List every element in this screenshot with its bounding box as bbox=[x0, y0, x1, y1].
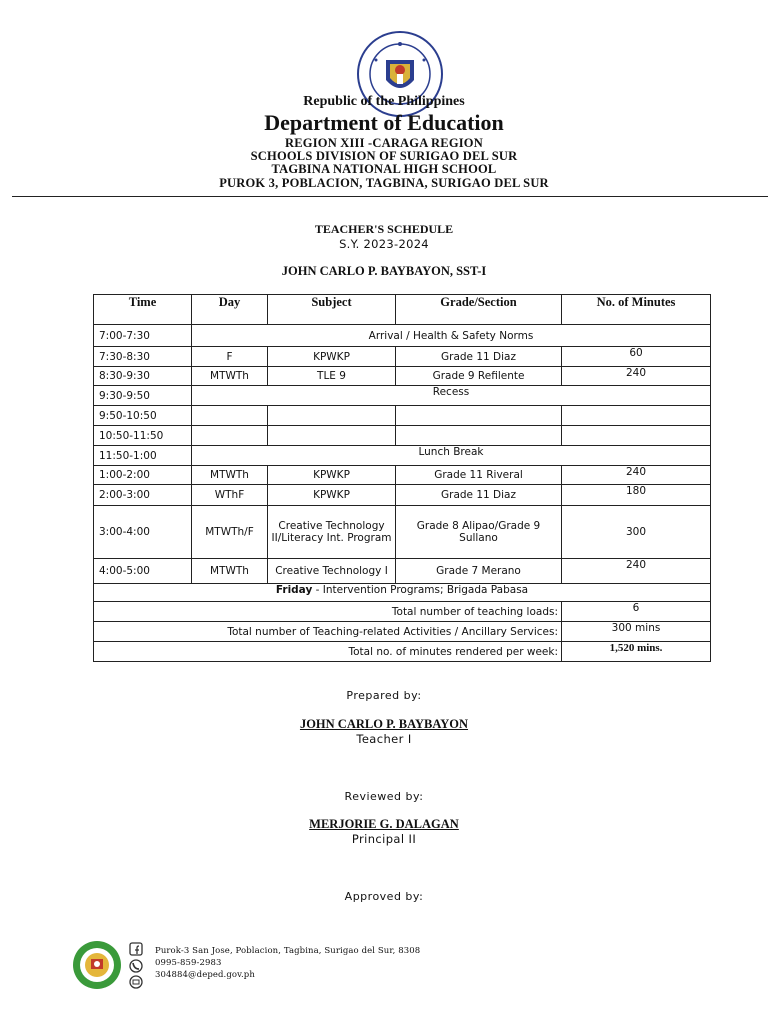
republic-heading: Republic of the Philippines bbox=[303, 94, 465, 109]
table-header-row bbox=[94, 295, 711, 325]
cell-minutes: 240 bbox=[562, 466, 711, 485]
total-loads-label: Total number of teaching loads: bbox=[94, 602, 562, 622]
cell-subject: KPWKP bbox=[268, 466, 396, 485]
prepared-by-label: Prepared by: bbox=[346, 689, 422, 702]
ancillary-row bbox=[94, 622, 711, 642]
header-day: Day bbox=[192, 295, 268, 325]
cell-minutes: 240 bbox=[562, 367, 711, 386]
friday-label: Friday bbox=[275, 584, 313, 596]
cell-time: 3:00-4:00 bbox=[94, 506, 192, 559]
friday-programs: - Intervention Programs; Brigada Pabasa bbox=[312, 584, 529, 596]
region-line: REGION XIII -CARAGA REGION bbox=[285, 136, 483, 150]
division-line: SCHOOLS DIVISION OF SURIGAO DEL SUR bbox=[250, 149, 518, 163]
cell-grade bbox=[396, 406, 562, 426]
cell-time: 9:30-9:50 bbox=[94, 386, 192, 406]
table-row bbox=[94, 559, 711, 584]
teacher-name: JOHN CARLO P. BAYBAYON, SST-I bbox=[281, 264, 487, 278]
cell-minutes: 60 bbox=[562, 347, 711, 367]
friday-note bbox=[94, 584, 711, 602]
table-row bbox=[94, 446, 711, 466]
ancillary-value: 300 mins bbox=[562, 622, 711, 642]
table-row bbox=[94, 485, 711, 506]
cell-subject bbox=[268, 406, 396, 426]
schedule-title: TEACHER'S SCHEDULE bbox=[314, 222, 454, 236]
cell-grade: Grade 8 Alipao/Grade 9 Sullano bbox=[396, 506, 562, 559]
email-icon bbox=[130, 976, 142, 988]
prepared-by-name: JOHN CARLO P. BAYBAYON bbox=[299, 717, 469, 731]
cell-time: 7:30-8:30 bbox=[94, 347, 192, 367]
total-minutes-row bbox=[94, 642, 711, 662]
cell-subject: KPWKP bbox=[268, 485, 396, 506]
header-grade-section: Grade/Section bbox=[396, 295, 562, 325]
footer-phone: 0995-859-2983 bbox=[155, 958, 222, 968]
table-row bbox=[94, 386, 711, 406]
cell-subject: TLE 9 bbox=[268, 367, 396, 386]
reviewed-by-label: Reviewed by: bbox=[344, 790, 424, 803]
address-line: PUROK 3, POBLACION, TAGBINA, SURIGAO DEL SUR bbox=[219, 176, 549, 190]
table-row bbox=[94, 426, 711, 446]
cell-time: 9:50-10:50 bbox=[94, 406, 192, 426]
cell-grade: Grade 11 Diaz bbox=[396, 485, 562, 506]
school-logo bbox=[72, 940, 122, 990]
cell-day: MTWTh bbox=[192, 559, 268, 584]
table-row bbox=[94, 466, 711, 485]
ancillary-label: Total number of Teaching-related Activities / Ancillary Services: bbox=[94, 622, 562, 642]
cell-day: WThF bbox=[192, 485, 268, 506]
cell-time: 1:00-2:00 bbox=[94, 466, 192, 485]
cell-day: F bbox=[192, 347, 268, 367]
cell-activity: Recess bbox=[192, 386, 711, 406]
header-time: Time bbox=[94, 295, 192, 325]
cell-day: MTWTh bbox=[192, 466, 268, 485]
total-loads-row bbox=[94, 602, 711, 622]
reviewed-by-name: MERJORIE G. DALAGAN bbox=[309, 817, 459, 831]
cell-minutes bbox=[562, 426, 711, 446]
cell-grade: Grade 11 Riveral bbox=[396, 466, 562, 485]
cell-time: 4:00-5:00 bbox=[94, 559, 192, 584]
facebook-icon bbox=[130, 943, 142, 955]
total-minutes-value: 1,520 mins. bbox=[562, 642, 711, 662]
cell-minutes: 180 bbox=[562, 485, 711, 506]
cell-day bbox=[192, 426, 268, 446]
phone-icon bbox=[130, 960, 142, 972]
cell-activity: Lunch Break bbox=[192, 446, 711, 466]
schedule-table bbox=[93, 294, 711, 662]
cell-time: 8:30-9:30 bbox=[94, 367, 192, 386]
total-minutes-label: Total no. of minutes rendered per week: bbox=[94, 642, 562, 662]
footer-address: Purok-3 San Jose, Poblacion, Tagbina, Surigao del Sur, 8308 bbox=[155, 946, 421, 956]
cell-time: 10:50-11:50 bbox=[94, 426, 192, 446]
cell-grade: Grade 7 Merano bbox=[396, 559, 562, 584]
table-row bbox=[94, 325, 711, 347]
table-row bbox=[94, 347, 711, 367]
friday-row bbox=[94, 584, 711, 602]
cell-subject bbox=[268, 426, 396, 446]
footer-email: 304884@deped.gov.ph bbox=[155, 970, 255, 980]
table-row bbox=[94, 406, 711, 426]
contact-icons bbox=[128, 942, 146, 992]
cell-day: MTWTh bbox=[192, 367, 268, 386]
school-year: S.Y. 2023-2024 bbox=[339, 237, 429, 251]
table-row bbox=[94, 367, 711, 386]
cell-grade bbox=[396, 426, 562, 446]
cell-activity: Arrival / Health & Safety Norms bbox=[192, 325, 711, 347]
cell-time: 2:00-3:00 bbox=[94, 485, 192, 506]
cell-day: MTWTh/F bbox=[192, 506, 268, 559]
cell-subject: Creative Technology II/Literacy Int. Program bbox=[268, 506, 396, 559]
cell-day bbox=[192, 406, 268, 426]
prepared-by-title: Teacher I bbox=[356, 732, 412, 746]
cell-minutes bbox=[562, 406, 711, 426]
cell-subject: Creative Technology I bbox=[268, 559, 396, 584]
cell-subject: KPWKP bbox=[268, 347, 396, 367]
reviewed-by-title: Principal II bbox=[351, 832, 417, 846]
department-heading: Department of Education bbox=[264, 110, 504, 135]
cell-grade: Grade 11 Diaz bbox=[396, 347, 562, 367]
header-divider bbox=[12, 196, 768, 197]
cell-minutes: 300 bbox=[562, 506, 711, 559]
approved-by-label: Approved by: bbox=[344, 890, 424, 903]
total-loads-value: 6 bbox=[562, 602, 711, 622]
cell-time: 7:00-7:30 bbox=[94, 325, 192, 347]
cell-minutes: 240 bbox=[562, 559, 711, 584]
table-row bbox=[94, 506, 711, 559]
header-minutes: No. of Minutes bbox=[562, 295, 711, 325]
cell-grade: Grade 9 Refilente bbox=[396, 367, 562, 386]
cell-time: 11:50-1:00 bbox=[94, 446, 192, 466]
school-line: TAGBINA NATIONAL HIGH SCHOOL bbox=[271, 162, 497, 176]
header-subject: Subject bbox=[268, 295, 396, 325]
